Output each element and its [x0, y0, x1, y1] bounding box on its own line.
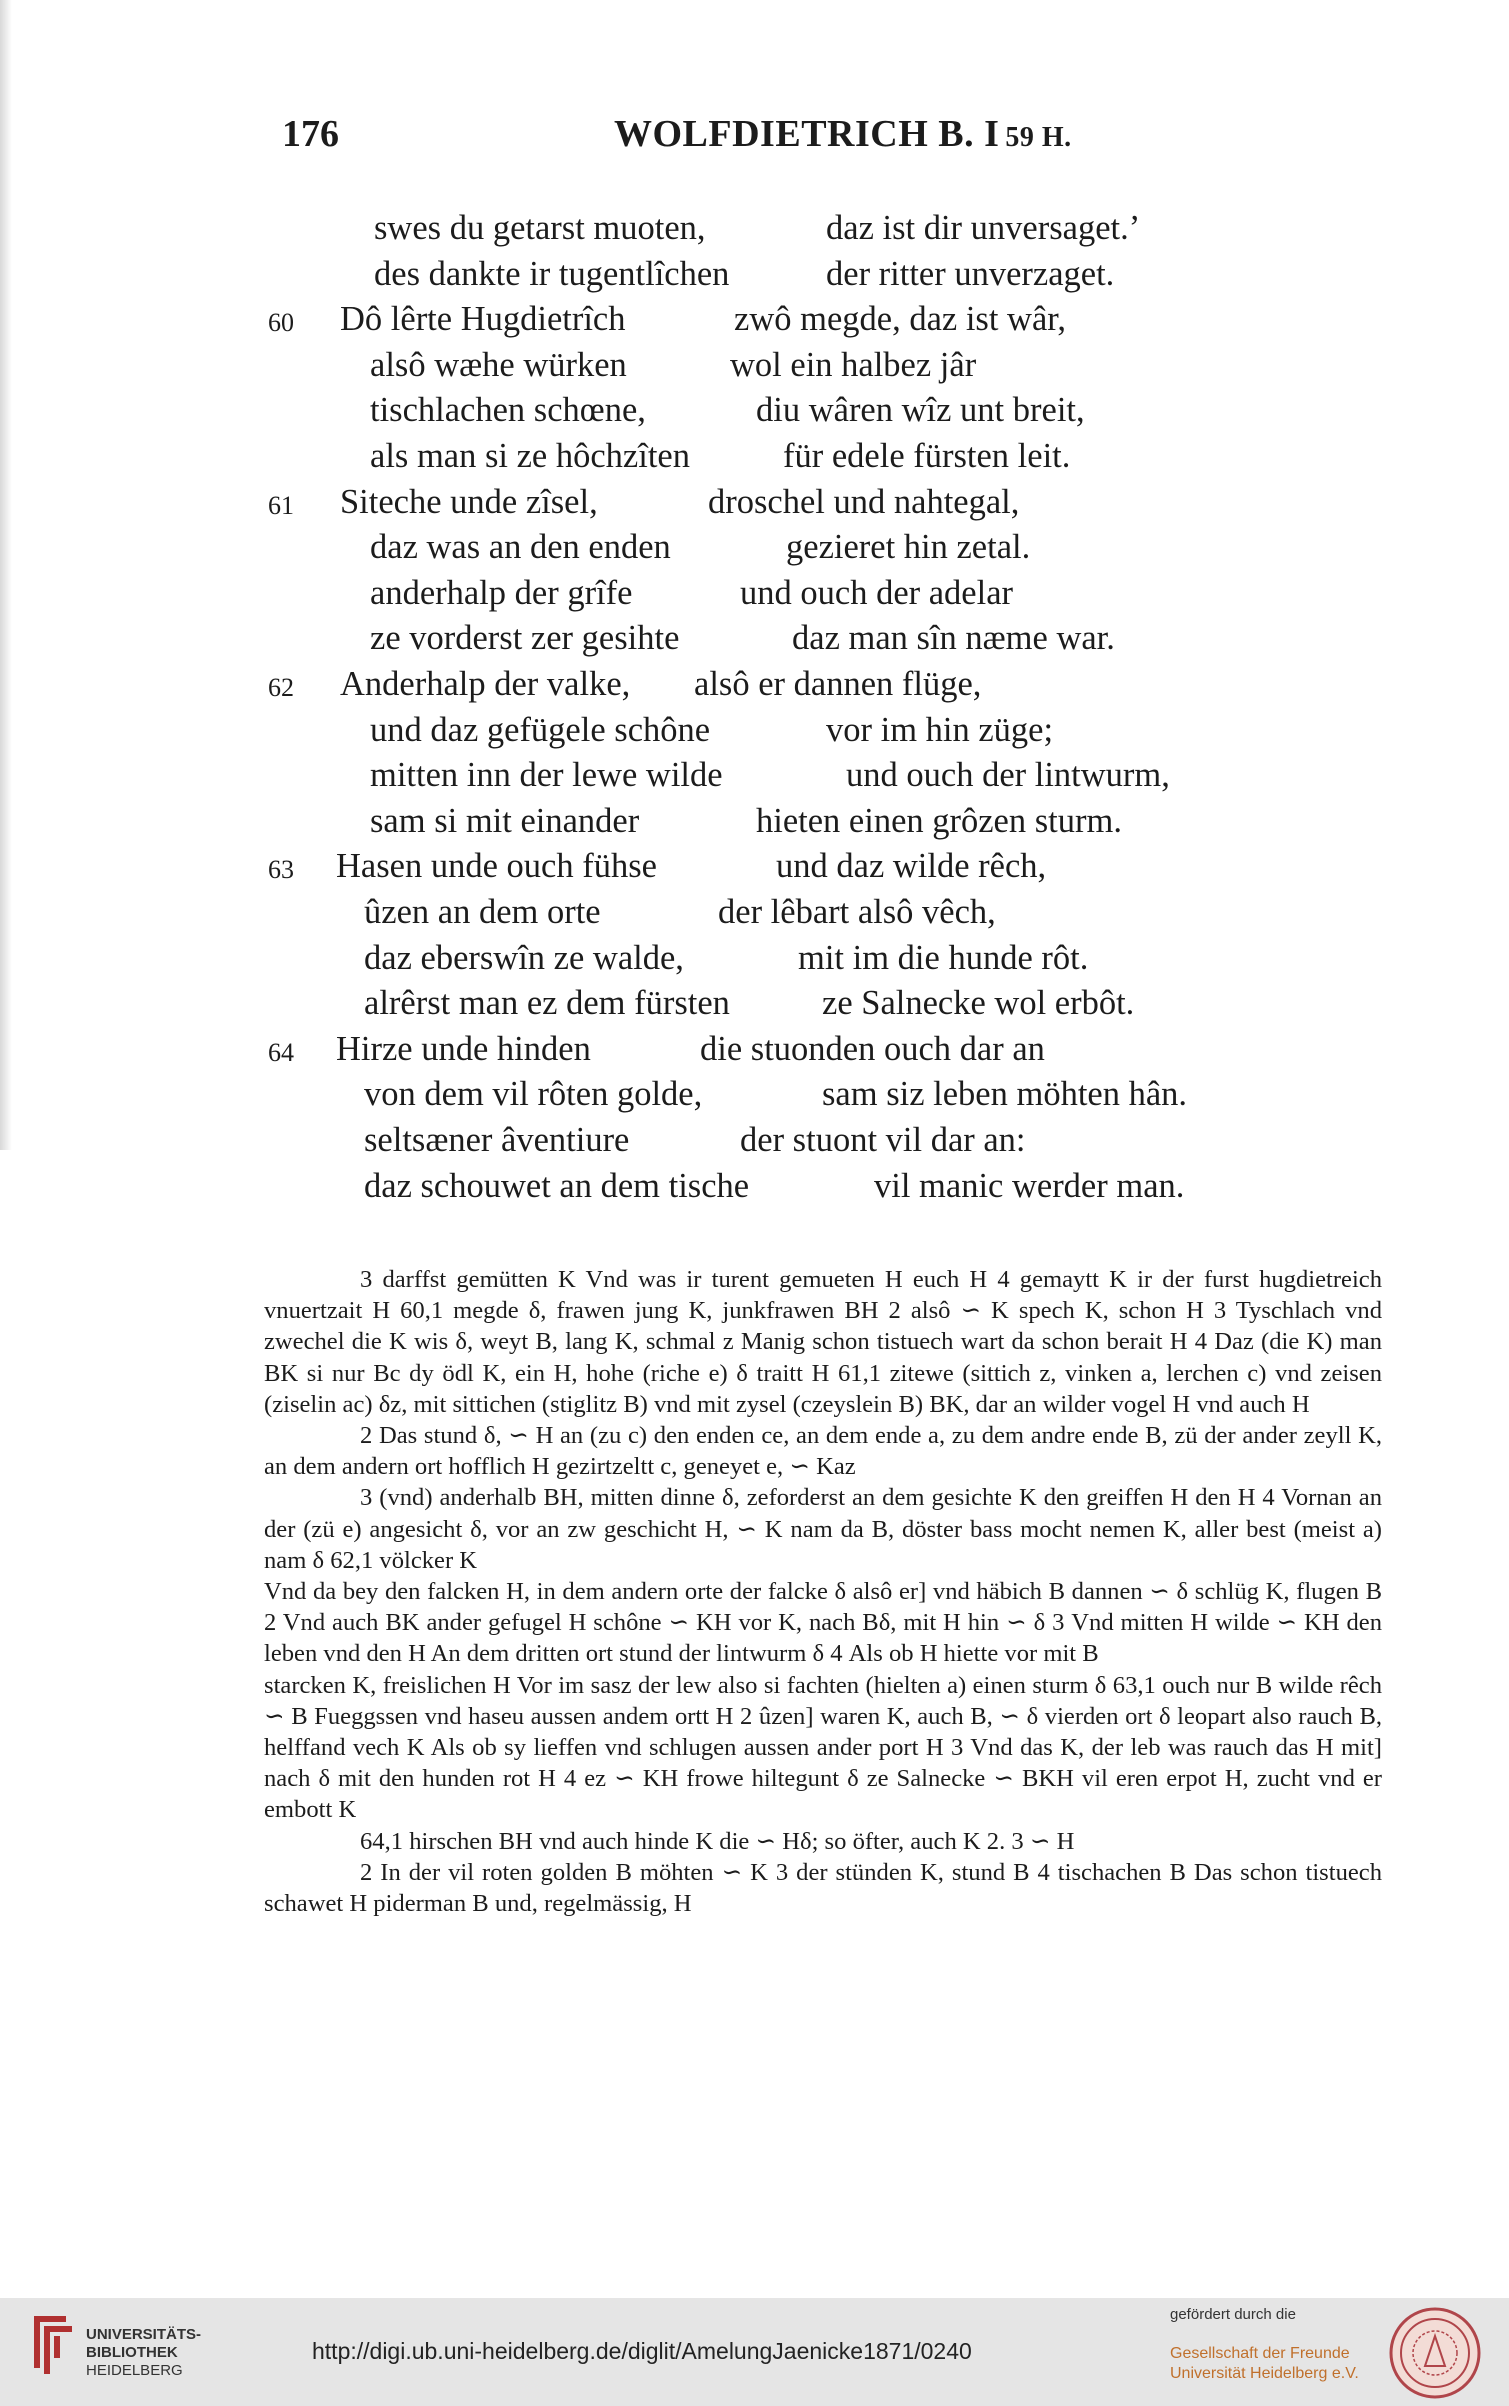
- verse-line: [0, 205, 1509, 251]
- verse-second-half: die stuonden ouch dar an: [700, 1029, 1045, 1068]
- library-name-line: UNIVERSITÄTS-: [86, 2326, 202, 2343]
- verse-line: [0, 889, 1509, 935]
- verse-first-half: alrêrst man ez dem fürsten: [364, 984, 730, 1023]
- verse-first-half: Anderhalp der valke,: [340, 665, 631, 703]
- verse-line: [0, 935, 1509, 981]
- verse-line: [0, 433, 1509, 479]
- sponsor-name: [1170, 2344, 1359, 2384]
- verse-first-half: mitten inn der lewe wilde: [370, 756, 723, 795]
- verse-first-half: anderhalp der grîfe: [370, 573, 633, 612]
- running-head-title: WOLFDIETRICH B. I: [614, 113, 1000, 155]
- verse-line: [0, 980, 1509, 1026]
- verse-line: [0, 342, 1509, 388]
- verse-second-half: droschel und nahtegal,: [708, 482, 1020, 521]
- verse-second-half: sam siz leben möhten hân.: [822, 1075, 1188, 1114]
- verse-second-half: daz man sîn næme war.: [792, 619, 1115, 658]
- verse-line: [0, 707, 1509, 753]
- university-seal-icon: [1388, 2306, 1482, 2400]
- verse-line: [0, 661, 1509, 707]
- verse-second-half: vil manic werder man.: [874, 1166, 1185, 1205]
- note-paragraph: 2 In der vil roten golden B möhten ∽ K 3 der stünden K, stund B 4 tischachen B Das schon tistuech schawet H piderman B und, regelmässig, H: [264, 1858, 1382, 1918]
- sponsor-line: Universität Heidelberg e.V.: [1170, 2365, 1359, 2382]
- verse-first-half: als man si ze hôchzîten: [370, 437, 690, 475]
- verse-line: [0, 570, 1509, 616]
- sponsor-line: Gesellschaft der Freunde: [1170, 2345, 1350, 2362]
- verse-line: [0, 524, 1509, 570]
- running-head: [614, 112, 1072, 156]
- verse-first-half: daz eberswîn ze walde,: [364, 938, 684, 977]
- verse-first-half: des dankte ir tugentlîchen: [374, 254, 730, 293]
- verse-second-half: daz ist dir unversaget.’: [826, 209, 1141, 247]
- verse-first-half: Hasen unde ouch fühse: [336, 847, 657, 886]
- verse-second-half: und ouch der lintwurm,: [846, 756, 1170, 795]
- verse-line: [0, 1117, 1509, 1163]
- stanza-number: 60: [268, 308, 294, 338]
- verse-first-half: und daz gefügele schône: [370, 710, 711, 749]
- verse-first-half: ze vorderst zer gesihte: [370, 619, 680, 658]
- verse-line: [0, 798, 1509, 844]
- verse-first-half: sam si mit einander: [370, 801, 640, 840]
- stanza-number: 61: [268, 490, 294, 520]
- verse-line: [0, 251, 1509, 297]
- running-head-sub: 59 H.: [1005, 122, 1072, 153]
- verse-line: [0, 1071, 1509, 1117]
- verse-second-half: der lêbart alsô vêch,: [718, 893, 996, 931]
- verse-line: [0, 752, 1509, 798]
- verse-second-half: wol ein halbez jâr: [730, 345, 977, 384]
- sponsor-label: gefördert durch die: [1170, 2306, 1296, 2323]
- library-name: [86, 2326, 201, 2380]
- verse-first-half: swes du getarst muoten,: [374, 209, 706, 247]
- verse-first-half: von dem vil rôten golde,: [364, 1075, 703, 1114]
- verse-first-half: Siteche unde zîsel,: [340, 482, 598, 521]
- verse-first-half: alsô wæhe würken: [370, 345, 627, 384]
- critical-apparatus: [264, 1264, 1382, 1919]
- verse-line: [0, 387, 1509, 433]
- verse-second-half: vor im hin züge;: [826, 710, 1054, 749]
- note-paragraph: starcken K, freislichen H Vor im sasz der lew also si fachten (hielten a) einen sturm δ 63,1 ouch nur B wilde rêch ∽ B Fueggssen vnd haseu aussen andem ortt H 2 ûzen] waren K, auch B, ∽ δ vierden ort δ leopart also rauch B, helffand vech K Als ob sy lieffen vnd schlugen aussen ander port H 3 Vnd das K, der leb was rauch das H mit] nach δ mit den hunden rot H 4 ez ∽ KH frowe hiltegunt δ ze Salnecke ∽ BKH vil eren erpot H, zucht vnd er embott K: [264, 1671, 1382, 1824]
- verse-first-half: Dô lêrte Hugdietrîch: [340, 300, 626, 339]
- verse-first-half: tischlachen schœne,: [370, 391, 646, 430]
- verse-first-half: daz was an den enden: [370, 528, 671, 567]
- verse-second-half: ze Salnecke wol erbôt.: [822, 984, 1135, 1023]
- verse-second-half: alsô er dannen flüge,: [694, 665, 982, 703]
- verse-first-half: daz schouwet an dem tische: [364, 1166, 750, 1205]
- verse-second-half: mit im die hunde rôt.: [798, 938, 1089, 977]
- page-number: 176: [282, 113, 339, 155]
- verse-second-half: diu wâren wîz unt breit,: [756, 391, 1085, 430]
- verse-second-half: zwô megde, daz ist wâr,: [734, 300, 1066, 339]
- page-header: [282, 112, 1262, 162]
- verse-first-half: seltsæner âventiure: [364, 1121, 630, 1159]
- verse-second-half: hieten einen grôzen sturm.: [756, 801, 1122, 840]
- verse-second-half: und ouch der adelar: [740, 573, 1014, 612]
- verse-second-half: und daz wilde rêch,: [776, 847, 1047, 886]
- verse-line: [0, 479, 1509, 525]
- verse-line: [0, 1163, 1509, 1209]
- verse-line: [0, 843, 1509, 889]
- stanza-number: 63: [268, 855, 294, 885]
- verse-second-half: gezieret hin zetal.: [786, 528, 1031, 567]
- source-url-link[interactable]: http://digi.ub.uni-heidelberg.de/diglit/AmelungJaenicke1871/0240: [312, 2338, 972, 2364]
- verse-second-half: der stuont vil dar an:: [740, 1121, 1026, 1159]
- stanza-number: 62: [268, 673, 294, 702]
- verse-first-half: Hirze unde hinden: [336, 1029, 591, 1068]
- verse-second-half: für edele fürsten leit.: [783, 437, 1071, 475]
- verse-second-half: der ritter unverzaget.: [826, 254, 1115, 293]
- stanza-number: 64: [268, 1037, 294, 1067]
- verse-line: [0, 615, 1509, 661]
- note-paragraph: Vnd da bey den falcken H, in dem andern orte der falcke δ alsô er] vnd häbich B dannen ∽ δ schlüg K, flugen B 2 Vnd auch BK ander gefugel H schône ∽ KH vor K, nach Bδ, mit H hin ∽ δ 3 Vnd mitten H wilde ∽ KH den leben vnd den H An dem dritten ort stund der lintwurm δ 4 Als ob H hiette vor mit B: [264, 1578, 1382, 1668]
- note-paragraph: 2 Das stund δ, ∽ H an (zu c) den enden ce, an dem ende a, zu dem andre ende B, zü der ander zeyll K, an dem andern ort hofflich H gezirtzeltt c, geneyet e, ∽ Kaz: [264, 1422, 1382, 1481]
- library-name-line: HEIDELBERG: [86, 2362, 183, 2379]
- library-logo-icon: [26, 2310, 78, 2380]
- note-paragraph: 3 (vnd) anderhalb BH, mitten dinne δ, zeforderst an dem gesichte K den greiffen H den H 4 Vornan an der (zü e) angesicht δ, vor an zw geschicht H, ∽ K nam da B, döster bass mocht nemen K, aller best (meist a) nam δ 62,1 völcker K: [264, 1484, 1382, 1574]
- verse-line: [0, 296, 1509, 342]
- note-paragraph: 3 darffst gemütten K Vnd was ir turent gemueten H euch H 4 gemaytt K ir der furst hugdietreich vnuertzait H 60,1 megde δ, frawen jung K, junkfrawen BH 2 alsô ∽ K spech K, schon H 3 Tyschlach vnd zwechel die K wis δ, weyt B, lang K, schmal z Manig schon tistuech wart da schon berait H 4 Daz (die K) man BK si nur Bc dy ödl K, ein H, hohe (riche e) δ traitt H 61,1 zitewe (sittich z, vinken a, lerchen c) vnd zeisen (ziselin ac) δz, mit sittichen (stiglitz B) vnd mit zysel (czeyslein B) BK, dar an wilder vogel H vnd auch H: [264, 1266, 1382, 1418]
- verse-first-half: ûzen an dem orte: [364, 893, 601, 931]
- library-name-line: BIBLIOTHEK: [86, 2344, 178, 2361]
- note-paragraph: 64,1 hirschen BH vnd auch hinde K die ∽ Hδ; so öfter, auch K 2. 3 ∽ H: [360, 1827, 1075, 1855]
- verse-line: [0, 1026, 1509, 1072]
